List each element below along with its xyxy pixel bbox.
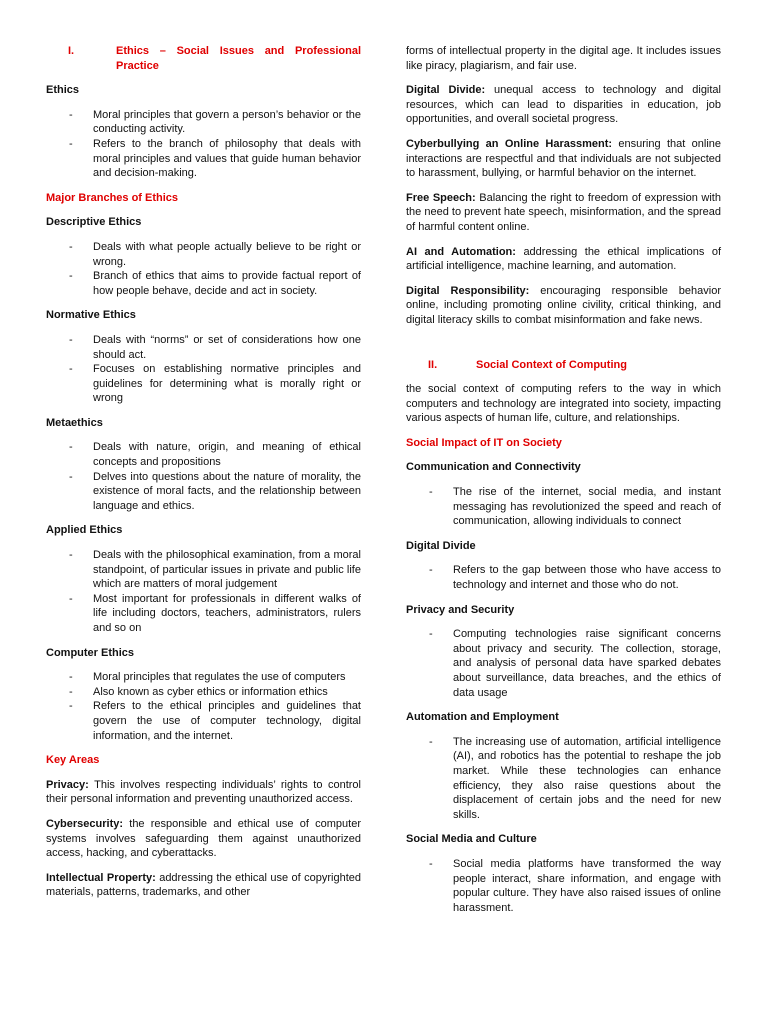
list-item: - Refers to the ethical principles and guidelines that govern the use of computer technology, digital information, and the internet.	[46, 699, 361, 743]
definition: ensuring that online interactions are respectful and that individuals are not subjected to harassment, bullying, or harmful behavior on the internet.	[406, 137, 721, 180]
computer-ethics-list	[46, 670, 361, 743]
list-item: - Moral principles that govern a person’s behavior or the conducting activity.	[46, 108, 361, 137]
paragraph-social-intro: the social context of computing refers to the way in which computers and technology are integrated into society, impacting various aspects of human life, culture, and relationships.	[406, 383, 721, 425]
communication-list	[406, 485, 721, 529]
right-column	[406, 44, 721, 921]
heading-social-impact: Social Impact of IT on Society	[406, 436, 562, 449]
paragraph-intellectual-property	[46, 871, 361, 900]
heading-communication: Communication and Connectivity	[406, 461, 581, 474]
heading-applied-ethics: Applied Ethics	[46, 524, 123, 537]
definition: This involves respecting individuals’ rights to control their personal information and preventing unauthorized access.	[46, 778, 361, 806]
section-number: I.	[68, 45, 75, 57]
term: Intellectual Property:	[46, 871, 156, 884]
heading-normative-ethics: Normative Ethics	[46, 309, 136, 322]
heading-social-media: Social Media and Culture	[406, 833, 537, 846]
definition: addressing the ethical implications of artificial intelligence, machine learning, and automation.	[406, 245, 722, 273]
paragraph-free-speech	[406, 191, 721, 235]
paragraph-cyberbullying	[406, 137, 721, 181]
list-item: - Delves into questions about the nature of morality, the existence of moral facts, and the relationship between language and ethics.	[46, 470, 361, 514]
term: AI and Automation:	[406, 245, 516, 258]
paragraph-digital-responsibility	[406, 284, 721, 328]
applied-list	[46, 548, 361, 636]
list-item: - Social media platforms have transformed the way people interact, share information, and engage with popular culture. They have also raised issues of online harassment.	[406, 857, 721, 915]
paragraph-ai-automation	[406, 245, 721, 274]
definition: addressing the ethical use of copyrighted materials, patterns, trademarks, and other	[46, 871, 361, 899]
normative-list	[46, 333, 361, 406]
heading-key-areas: Key Areas	[46, 754, 100, 767]
list-item: - Deals with the philosophical examination, from a moral standpoint, of particular issues in private and public life which are matters of moral judgement	[46, 548, 361, 592]
list-item: - Computing technologies raise significant concerns about privacy and security. The collection, storage, and analysis of personal data have sparked debates about surveillance, data breaches, and the ethics of data usage	[406, 627, 721, 700]
heading-descriptive-ethics: Descriptive Ethics	[46, 216, 142, 229]
heading-ethics: Ethics	[46, 84, 80, 97]
heading-computer-ethics: Computer Ethics	[46, 646, 135, 659]
list-item: - Deals with what people actually believe to be right or wrong.	[46, 240, 361, 269]
privacy-security-list	[406, 627, 721, 700]
social-media-list	[406, 857, 721, 915]
ethics-list	[46, 108, 361, 181]
list-item: - Refers to the gap between those who have access to technology and internet and those who do not.	[406, 563, 721, 592]
term: Digital Divide:	[406, 84, 486, 97]
term: Digital Responsibility:	[406, 284, 530, 297]
heading-privacy-security: Privacy and Security	[406, 603, 515, 616]
paragraph-ip-continued: forms of intellectual property in the digital age. It includes issues like piracy, plagiarism, and fair use.	[406, 45, 721, 72]
heading-automation-employment: Automation and Employment	[406, 711, 559, 724]
spacer	[406, 338, 721, 358]
term: Privacy:	[46, 778, 89, 791]
section-title: Social Context of Computing	[476, 358, 627, 371]
list-item: - Deals with “norms” or set of considerations how one should act.	[46, 333, 361, 362]
list-item: - Moral principles that regulates the use of computers	[46, 670, 361, 685]
heading-digital-divide: Digital Divide	[406, 539, 476, 552]
list-item: - The rise of the internet, social media, and instant messaging has revolutionized the speed and reach of communication, allowing individuals to connect	[406, 485, 721, 529]
digital-divide-list	[406, 563, 721, 592]
definition: Balancing the right to freedom of expression with the need to prevent hate speech, misinformation, and the spread of harmful content online.	[406, 191, 721, 233]
list-item: - The increasing use of automation, artificial intelligence (AI), and robotics has the potential to reshape the job market. While these technologies can enhance efficiency, they also raise questions about the displacement of certain jobs and the need for new skills.	[406, 735, 721, 823]
list-item: - Focuses on establishing normative principles and guidelines for determining what is morally right or wrong	[46, 362, 361, 406]
section-heading-1	[46, 44, 361, 73]
term: Cybersecurity:	[46, 817, 124, 830]
descriptive-list	[46, 240, 361, 298]
paragraph-cybersecurity	[46, 817, 361, 861]
left-column	[46, 44, 361, 910]
section-title: Ethics – Social Issues and Professional Practice	[116, 45, 361, 72]
section-heading-2	[406, 358, 721, 373]
list-item: - Refers to the branch of philosophy that deals with moral principles and values that guide human behavior and decision-making.	[46, 137, 361, 181]
paragraph-privacy	[46, 778, 361, 807]
list-item: - Also known as cyber ethics or information ethics	[46, 685, 361, 700]
term: Cyberbullying an Online Harassment:	[406, 137, 613, 150]
definition: unequal access to technology and digital resources, which can lead to disparities in education, job opportunities, and overall societal progress.	[406, 84, 721, 126]
list-item: - Branch of ethics that aims to provide factual report of how people behave, decide and act in society.	[46, 269, 361, 298]
metaethics-list	[46, 440, 361, 513]
definition: encouraging responsible behavior online, including promoting online civility, critical thinking, and digital literacy skills to combat misinformation and fake news.	[406, 284, 721, 326]
list-item: - Most important for professionals in different walks of life including doctors, teachers, administrators, rulers and so on	[46, 592, 361, 636]
section-number: II.	[428, 358, 438, 371]
heading-major-branches: Major Branches of Ethics	[46, 191, 179, 204]
heading-metaethics: Metaethics	[46, 416, 103, 429]
definition: the responsible and ethical use of computer systems involves safeguarding them against unauthorized access, hacking, and cyberattacks.	[46, 817, 361, 860]
automation-list	[406, 735, 721, 823]
term: Free Speech:	[406, 191, 476, 204]
paragraph-digital-divide	[406, 83, 721, 127]
list-item: - Deals with nature, origin, and meaning of ethical concepts and propositions	[46, 440, 361, 469]
